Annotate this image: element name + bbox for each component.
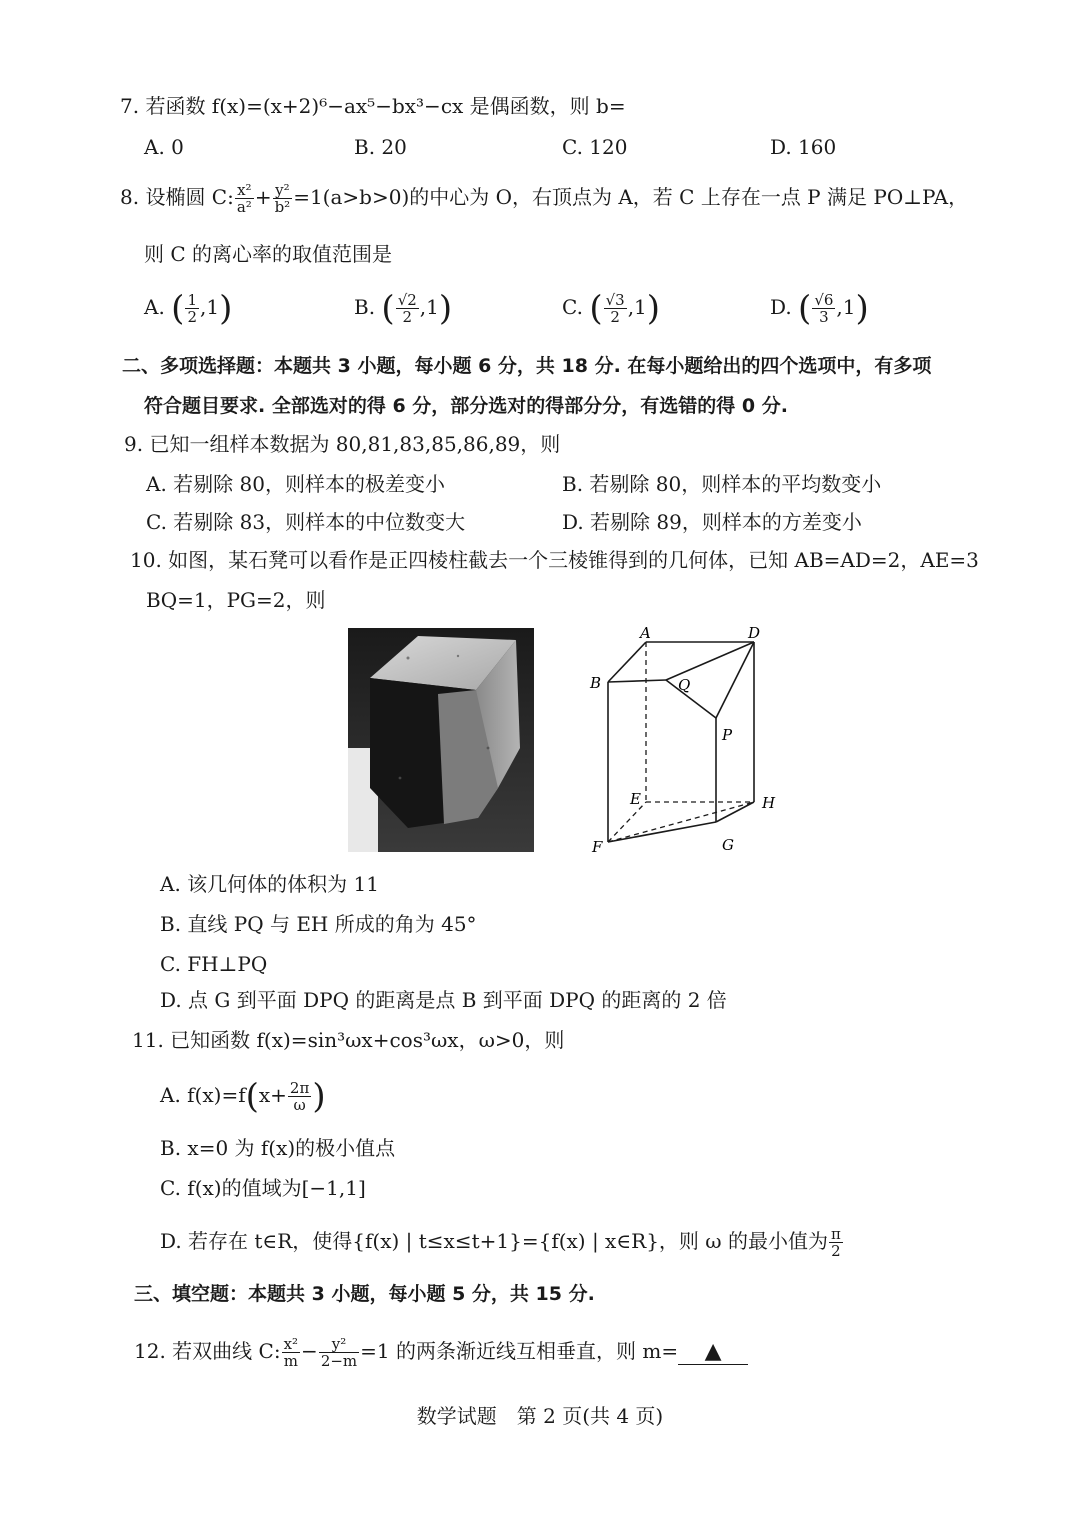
stone-bench-photo [348, 628, 534, 852]
q9-stem: 9. 已知一组样本数据为 80,81,83,85,86,89，则 [124, 432, 561, 456]
label-f: F [592, 838, 603, 856]
label-b: B [590, 674, 602, 692]
label-a: A [640, 624, 651, 642]
q10-stem-line1: 10. 如图，某石凳可以看作是正四棱柱截去一个三棱锥得到的几何体，已知 AB=AD=2，AE=3 [130, 548, 979, 572]
q9-option-a: A. 若剔除 80，则样本的极差变小 [146, 472, 445, 496]
q10-option-d: D. 点 G 到平面 DPQ 的距离是点 B 到平面 DPQ 的距离的 2 倍 [160, 988, 727, 1012]
label-d: D [748, 624, 761, 642]
section2-header-line1: 二、多项选择题：本题共 3 小题，每小题 6 分，共 18 分. 在每小题给出的四个选项中，有多项 [122, 355, 932, 377]
q8-option-b: B. ( $\frac{√2}{2}$ ,1) [354, 288, 453, 329]
label-p: P [722, 726, 733, 744]
q8-option-a: A. ( $\frac{1}{2}$ ,1) [144, 288, 233, 329]
q8-option-c: C. ( $\frac{√3}{2}$ ,1) [562, 288, 661, 329]
q11-option-b: B. x=0 为 f(x)的极小值点 [160, 1136, 396, 1160]
label-e: E [630, 790, 641, 808]
q10-stem-line2: BQ=1，PG=2，则 [146, 588, 326, 612]
section2-header-line2: 符合题目要求. 全部选对的得 6 分，部分选对的得部分分，有选错的得 0 分. [144, 395, 788, 417]
q10-option-a: A. 该几何体的体积为 11 [160, 872, 379, 896]
q7-option-c: C. 120 [562, 135, 628, 159]
page-footer: 数学试题 第 2 页(共 4 页) [416, 1404, 664, 1428]
q9-option-d: D. 若剔除 89，则样本的方差变小 [562, 510, 862, 534]
q7-option-b: B. 20 [354, 135, 407, 159]
q8-stem: 8. 设椭圆 C: $\frac{\text{x²}}{\text{a²}}$ + $\frac{\text{y²}}{\text{b²}}$ =1(a>b>0)的中心为 O，右顶点为 A，若 C 上存在一点 P 满足 PO⊥PA， [120, 181, 969, 216]
q8-option-d: D. ( $\frac{√6}{3}$ ,1) [770, 288, 869, 329]
q12-answer-blank[interactable]: ▲ [678, 1340, 748, 1365]
section3-header: 三、填空题：本题共 3 小题，每小题 5 分，共 15 分. [134, 1283, 595, 1305]
geometry-diagram [584, 622, 784, 858]
q7-option-a: A. 0 [144, 135, 184, 159]
q9-option-c: C. 若剔除 83，则样本的中位数变大 [146, 510, 466, 534]
label-h: H [762, 794, 776, 812]
q11-option-c: C. f(x)的值域为[−1,1] [160, 1176, 366, 1200]
q11-option-d: D. 若存在 t∈R，使得{f(x) | t≤x≤t+1}={f(x) | x∈R}，则 ω 的最小值为 $\frac{\pi}{2}$ [160, 1225, 841, 1260]
q9-option-b: B. 若剔除 80，则样本的平均数变小 [562, 472, 882, 496]
q8-stem-line2: 则 C 的离心率的取值范围是 [144, 242, 393, 266]
label-q: Q [678, 676, 691, 694]
q10-option-c: C. FH⊥PQ [160, 952, 268, 976]
q7-stem: 7. 若函数 f(x)=(x+2)⁶−ax⁵−bx³−cx 是偶函数，则 b= [120, 94, 626, 118]
q12-stem: 12. 若双曲线 C: $\frac{\text{x²}}{m}$ − $\frac{\text{y²}}{2-m}$ =1 的两条渐近线互相垂直，则 m= ▲ [134, 1336, 748, 1369]
q11-option-a: A. f(x)=f(x+ $\frac{2\pi}{\omega}$ ) [160, 1076, 326, 1117]
q7-option-d: D. 160 [770, 135, 837, 159]
q11-stem: 11. 已知函数 f(x)=sin³ωx+cos³ωx，ω>0，则 [132, 1028, 565, 1052]
label-g: G [722, 836, 734, 854]
q10-option-b: B. 直线 PQ 与 EH 所成的角为 45° [160, 912, 477, 936]
